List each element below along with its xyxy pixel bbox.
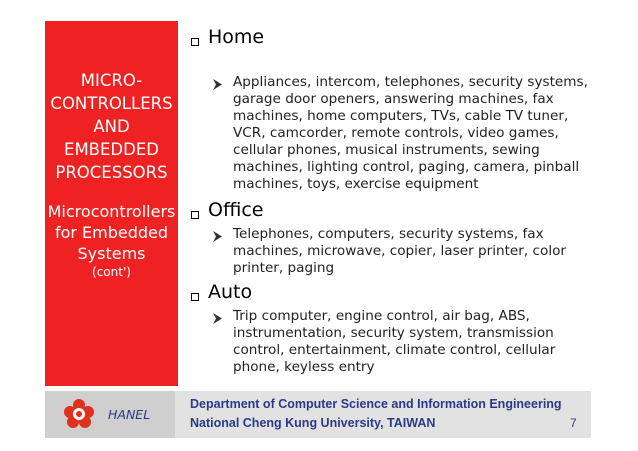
- sidebar-title: [45, 69, 178, 184]
- lab-label: HANEL: [108, 407, 151, 422]
- body-line: machines, microwave, copier, laser printer, color: [233, 243, 567, 259]
- bullet-square-icon: [191, 211, 199, 219]
- sidebar-title-line: PROCESSORS: [55, 163, 168, 182]
- sidebar-panel: [45, 21, 178, 386]
- section-body-home: [233, 74, 593, 193]
- arrow-bullet-icon: [213, 79, 222, 90]
- sidebar-subtitle-line: for Embedded: [54, 223, 169, 242]
- section-body-office: [233, 226, 593, 277]
- arrow-bullet-icon: [213, 231, 222, 242]
- body-line: Telephones, computers, security systems, fax: [233, 226, 544, 242]
- university-line: National Cheng Kung University, TAIWAN: [190, 416, 436, 430]
- body-line: cellular phones, musical instruments, sewing: [233, 142, 540, 158]
- body-line: machines, home computers, TVs, cable TV tuner,: [233, 108, 569, 124]
- section-heading-office: Office: [208, 199, 264, 221]
- body-line: phone, keyless entry: [233, 359, 375, 375]
- sidebar-subtitle: [45, 201, 178, 264]
- sidebar-title-line: EMBEDDED: [64, 140, 159, 159]
- body-line: control, entertainment, climate control, cellular: [233, 342, 556, 358]
- body-line: machines, lighting control, paging, camera, pinball: [233, 159, 580, 175]
- section-heading-auto: Auto: [208, 281, 253, 303]
- body-line: Appliances, intercom, telephones, security systems,: [233, 74, 588, 90]
- body-line: VCR, camcorder, remote controls, video games,: [233, 125, 559, 141]
- bullet-square-icon: [191, 293, 199, 301]
- sidebar-title-line: CONTROLLERS: [50, 94, 173, 113]
- body-line: garage door openers, answering machines, fax: [233, 91, 554, 107]
- page-number: 7: [570, 416, 577, 430]
- body-line: instrumentation, security system, transmission: [233, 325, 554, 341]
- university-logo-icon: [62, 397, 96, 431]
- body-line: printer, paging: [233, 260, 335, 276]
- body-line: machines, toys, exercise equipment: [233, 176, 479, 192]
- body-line: Trip computer, engine control, air bag, ABS,: [233, 308, 530, 324]
- sidebar-subtitle-line: Microcontrollers: [47, 202, 176, 221]
- bullet-square-icon: [191, 38, 199, 46]
- sidebar-title-line: AND: [93, 117, 130, 136]
- section-heading-home: Home: [208, 26, 265, 48]
- arrow-bullet-icon: [213, 313, 222, 324]
- department-line: Department of Computer Science and Information Engineering: [190, 397, 562, 411]
- sidebar-title-line: MICRO-: [80, 71, 143, 90]
- sidebar-subtitle-line: Systems: [77, 244, 146, 263]
- sidebar-cont: (cont'): [92, 265, 131, 279]
- section-body-auto: [233, 308, 593, 376]
